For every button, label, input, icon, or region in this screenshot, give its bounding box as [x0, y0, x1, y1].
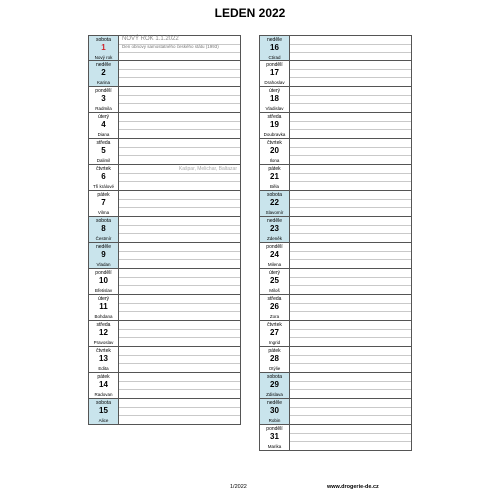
- day-row: [259, 399, 412, 425]
- day-number: 31: [270, 432, 279, 441]
- day-row: [259, 139, 412, 165]
- date-cell: [260, 269, 290, 294]
- note-line: [290, 181, 411, 182]
- day-number: 5: [101, 146, 106, 155]
- day-row: [259, 425, 412, 451]
- day-row: [259, 191, 412, 217]
- notes-area[interactable]: [119, 113, 240, 138]
- day-row: [88, 165, 241, 191]
- day-row: [88, 399, 241, 425]
- day-number: 16: [270, 43, 279, 52]
- day-row: [259, 269, 412, 295]
- day-number: 9: [101, 250, 106, 259]
- weekday-label: pondělí: [266, 426, 283, 432]
- day-row: [88, 35, 241, 61]
- weekday-label: čtvrtek: [267, 140, 282, 146]
- day-number: 23: [270, 224, 279, 233]
- page-number: 1/2022: [230, 484, 247, 490]
- day-row: [88, 269, 241, 295]
- date-cell: [89, 113, 119, 138]
- note-line: [119, 311, 240, 312]
- date-cell: [89, 61, 119, 86]
- name-day-label: Milena: [267, 262, 282, 267]
- notes-area[interactable]: [119, 295, 240, 320]
- name-day-label: Drahoslav: [264, 80, 285, 85]
- note-line: [119, 52, 240, 53]
- day-row: [259, 347, 412, 373]
- weekday-label: sobota: [95, 400, 111, 406]
- note-line: [290, 207, 411, 208]
- name-day-label: Běla: [269, 184, 279, 189]
- date-cell: [89, 139, 119, 164]
- note-line: [119, 277, 240, 278]
- note-line: [290, 389, 411, 390]
- day-row: [259, 243, 412, 269]
- note-line: [290, 251, 411, 252]
- day-number: 26: [270, 302, 279, 311]
- day-number: 19: [270, 120, 279, 129]
- name-day-label: Ingrid: [268, 340, 281, 345]
- weekday-label: neděle: [95, 244, 111, 250]
- date-cell: [89, 165, 119, 190]
- calendar-column-right: [259, 35, 412, 451]
- date-cell: [260, 295, 290, 320]
- date-cell: [89, 373, 119, 398]
- weekday-label: středa: [267, 296, 282, 302]
- weekday-label: středa: [96, 322, 111, 328]
- note-line: [290, 355, 411, 356]
- note-line: [119, 129, 240, 130]
- weekday-label: úterý: [97, 114, 110, 120]
- note-line: [119, 337, 240, 338]
- name-day-label: Nový rok: [94, 55, 113, 60]
- notes-area[interactable]: [290, 165, 411, 190]
- weekday-label: neděle: [266, 400, 282, 406]
- day-row: [88, 295, 241, 321]
- note-line: [119, 225, 240, 226]
- note-line: [119, 233, 240, 234]
- day-row: [259, 165, 412, 191]
- name-day-label: Zdislava: [266, 392, 283, 397]
- holiday-note: Kašpar, Melichar, Baltazar: [178, 166, 237, 172]
- notes-area[interactable]: [290, 36, 411, 60]
- date-cell: [260, 165, 290, 190]
- notes-area[interactable]: [119, 36, 240, 60]
- day-number: 6: [101, 172, 106, 181]
- weekday-label: úterý: [97, 296, 110, 302]
- weekday-label: čtvrtek: [267, 322, 282, 328]
- day-number: 11: [99, 302, 108, 311]
- day-row: [259, 113, 412, 139]
- note-line: [119, 415, 240, 416]
- note-line: [119, 199, 240, 200]
- date-cell: [260, 399, 290, 424]
- day-row: [88, 373, 241, 399]
- name-day-label: Slavomír: [265, 210, 284, 215]
- day-number: 8: [101, 224, 106, 233]
- note-line: [290, 52, 411, 53]
- day-row: [259, 61, 412, 87]
- note-line: [119, 329, 240, 330]
- note-line: [119, 363, 240, 364]
- note-line: [119, 95, 240, 96]
- name-day-label: Otýlie: [268, 366, 281, 371]
- weekday-label: pátek: [97, 374, 110, 380]
- name-day-label: Radovan: [94, 392, 113, 397]
- note-line: [290, 129, 411, 130]
- name-day-label: Edita: [98, 366, 109, 371]
- day-row: [88, 191, 241, 217]
- weekday-label: neděle: [266, 37, 282, 43]
- weekday-label: pátek: [97, 192, 110, 198]
- notes-area[interactable]: [119, 243, 240, 268]
- weekday-label: neděle: [266, 218, 282, 224]
- name-day-label: Vladan: [96, 262, 111, 267]
- note-line: [290, 259, 411, 260]
- day-number: 30: [270, 406, 279, 415]
- weekday-label: sobota: [266, 192, 282, 198]
- note-line: [290, 329, 411, 330]
- notes-area[interactable]: [290, 217, 411, 242]
- day-number: 24: [270, 250, 279, 259]
- note-line: [290, 363, 411, 364]
- note-line: [290, 155, 411, 156]
- date-cell: [89, 243, 119, 268]
- name-day-label: Miloš: [269, 288, 280, 293]
- date-cell: [260, 243, 290, 268]
- date-cell: [260, 113, 290, 138]
- name-day-label: Tři králové: [92, 184, 114, 189]
- weekday-label: pondělí: [266, 62, 283, 68]
- name-day-label: Ctirad: [268, 55, 281, 60]
- day-number: 14: [99, 380, 108, 389]
- weekday-label: neděle: [95, 62, 111, 68]
- note-line: [290, 77, 411, 78]
- note-line: [290, 407, 411, 408]
- name-day-label: Vilma: [97, 210, 110, 215]
- note-line: [119, 69, 240, 70]
- day-number: 21: [270, 172, 279, 181]
- day-number: 2: [101, 68, 106, 77]
- weekday-label: sobota: [266, 374, 282, 380]
- day-number: 1: [101, 43, 106, 52]
- note-line: [119, 181, 240, 182]
- note-line: [290, 121, 411, 122]
- day-row: [88, 87, 241, 113]
- day-row: [88, 113, 241, 139]
- name-day-label: Alice: [98, 418, 109, 423]
- note-line: [290, 381, 411, 382]
- note-line: [119, 389, 240, 390]
- note-line: [119, 303, 240, 304]
- date-cell: [89, 87, 119, 112]
- note-line: [119, 355, 240, 356]
- name-day-label: Zora: [269, 314, 280, 319]
- name-day-label: Zdeněk: [266, 236, 282, 241]
- day-row: [88, 61, 241, 87]
- note-line: [290, 311, 411, 312]
- name-day-label: Robin: [268, 418, 281, 423]
- day-row: [88, 217, 241, 243]
- website-footer: www.drogerie-de.cz: [327, 484, 379, 490]
- name-day-label: Břetislav: [94, 288, 113, 293]
- name-day-label: Doubravka: [263, 132, 286, 137]
- notes-area[interactable]: [290, 321, 411, 346]
- day-number: 3: [101, 94, 106, 103]
- day-number: 10: [99, 276, 108, 285]
- note-line: [290, 441, 411, 442]
- day-row: [88, 139, 241, 165]
- day-number: 18: [270, 94, 279, 103]
- note-line: [119, 103, 240, 104]
- date-cell: [260, 139, 290, 164]
- day-number: 27: [270, 328, 279, 337]
- notes-area[interactable]: [119, 61, 240, 86]
- note-line: [119, 259, 240, 260]
- date-cell: [89, 269, 119, 294]
- note-line: [290, 337, 411, 338]
- date-cell: [260, 425, 290, 450]
- day-row: [88, 321, 241, 347]
- day-number: 25: [270, 276, 279, 285]
- weekday-label: středa: [96, 140, 111, 146]
- date-cell: [89, 321, 119, 346]
- notes-area[interactable]: [290, 87, 411, 112]
- weekday-label: pátek: [268, 348, 281, 354]
- day-number: 29: [270, 380, 279, 389]
- weekday-label: pátek: [268, 166, 281, 172]
- weekday-label: pondělí: [266, 244, 283, 250]
- date-cell: [260, 321, 290, 346]
- notes-area[interactable]: [290, 243, 411, 268]
- notes-area[interactable]: [119, 373, 240, 398]
- notes-area[interactable]: [119, 87, 240, 112]
- day-number: 13: [99, 354, 108, 363]
- note-line: [119, 285, 240, 286]
- notes-area[interactable]: [290, 139, 411, 164]
- day-row: [259, 373, 412, 399]
- note-line: [290, 69, 411, 70]
- note-line: [290, 277, 411, 278]
- note-line: [290, 233, 411, 234]
- name-day-label: Vladislav: [265, 106, 284, 111]
- day-number: 20: [270, 146, 279, 155]
- weekday-label: sobota: [95, 37, 111, 43]
- note-line: [290, 147, 411, 148]
- date-cell: [260, 36, 290, 60]
- day-row: [88, 347, 241, 373]
- name-day-label: Ilona: [269, 158, 280, 163]
- notes-area[interactable]: [119, 269, 240, 294]
- day-number: 28: [270, 354, 279, 363]
- name-day-label: Marika: [267, 444, 282, 449]
- notes-area[interactable]: [290, 61, 411, 86]
- note-line: [119, 147, 240, 148]
- day-number: 22: [270, 198, 279, 207]
- day-row: [259, 321, 412, 347]
- date-cell: [260, 373, 290, 398]
- notes-area[interactable]: [119, 191, 240, 216]
- notes-area[interactable]: [290, 191, 411, 216]
- name-day-label: Čestmír: [95, 236, 112, 241]
- weekday-label: středa: [267, 114, 282, 120]
- notes-area[interactable]: [290, 399, 411, 424]
- day-row: [259, 295, 412, 321]
- note-line: [119, 173, 240, 174]
- holiday-title: NOVÝ ROK 1.1.2022: [122, 36, 179, 42]
- name-day-label: Diana: [97, 132, 110, 137]
- date-cell: [89, 399, 119, 424]
- notes-area[interactable]: [119, 165, 240, 190]
- notes-area[interactable]: [290, 269, 411, 294]
- weekday-label: úterý: [268, 270, 281, 276]
- date-cell: [89, 295, 119, 320]
- date-cell: [260, 347, 290, 372]
- notes-area[interactable]: [290, 113, 411, 138]
- day-number: 15: [99, 406, 108, 415]
- weekday-label: sobota: [95, 218, 111, 224]
- date-cell: [260, 217, 290, 242]
- notes-area[interactable]: [119, 399, 240, 424]
- weekday-label: pondělí: [95, 270, 112, 276]
- note-line: [290, 415, 411, 416]
- name-day-label: Karina: [96, 80, 110, 85]
- note-line: [290, 285, 411, 286]
- note-line: [290, 433, 411, 434]
- holiday-note: Den obnovy samostatného českého státu (1993): [122, 44, 219, 49]
- name-day-label: Bohdana: [94, 314, 113, 319]
- note-line: [290, 199, 411, 200]
- weekday-label: úterý: [268, 88, 281, 94]
- day-number: 4: [101, 120, 106, 129]
- notes-area[interactable]: [119, 217, 240, 242]
- note-line: [119, 77, 240, 78]
- date-cell: [260, 61, 290, 86]
- name-day-label: Dalimil: [96, 158, 111, 163]
- date-cell: [89, 217, 119, 242]
- day-number: 17: [270, 68, 279, 77]
- note-line: [119, 155, 240, 156]
- day-row: [88, 243, 241, 269]
- note-line: [290, 303, 411, 304]
- note-line: [119, 207, 240, 208]
- note-line: [290, 173, 411, 174]
- notes-area[interactable]: [290, 347, 411, 372]
- note-line: [290, 44, 411, 45]
- note-line: [290, 95, 411, 96]
- page-title: LEDEN 2022: [214, 6, 286, 20]
- notes-area[interactable]: [290, 425, 411, 450]
- day-number: 12: [99, 328, 108, 337]
- day-row: [259, 87, 412, 113]
- weekday-label: pondělí: [95, 88, 112, 94]
- date-cell: [260, 87, 290, 112]
- notes-area[interactable]: [119, 321, 240, 346]
- weekday-label: čtvrtek: [96, 348, 111, 354]
- note-line: [290, 225, 411, 226]
- date-cell: [89, 191, 119, 216]
- day-row: [259, 35, 412, 61]
- date-cell: [89, 36, 119, 60]
- name-day-label: Pravoslav: [93, 340, 114, 345]
- notes-area[interactable]: [290, 295, 411, 320]
- notes-area[interactable]: [119, 347, 240, 372]
- date-cell: [89, 347, 119, 372]
- note-line: [119, 381, 240, 382]
- notes-area[interactable]: [290, 373, 411, 398]
- calendar-column-left: [88, 35, 241, 425]
- note-line: [119, 407, 240, 408]
- day-number: 7: [101, 198, 106, 207]
- note-line: [119, 121, 240, 122]
- notes-area[interactable]: [119, 139, 240, 164]
- day-row: [259, 217, 412, 243]
- note-line: [119, 251, 240, 252]
- note-line: [290, 103, 411, 104]
- weekday-label: čtvrtek: [96, 166, 111, 172]
- name-day-label: Radmila: [95, 106, 112, 111]
- date-cell: [260, 191, 290, 216]
